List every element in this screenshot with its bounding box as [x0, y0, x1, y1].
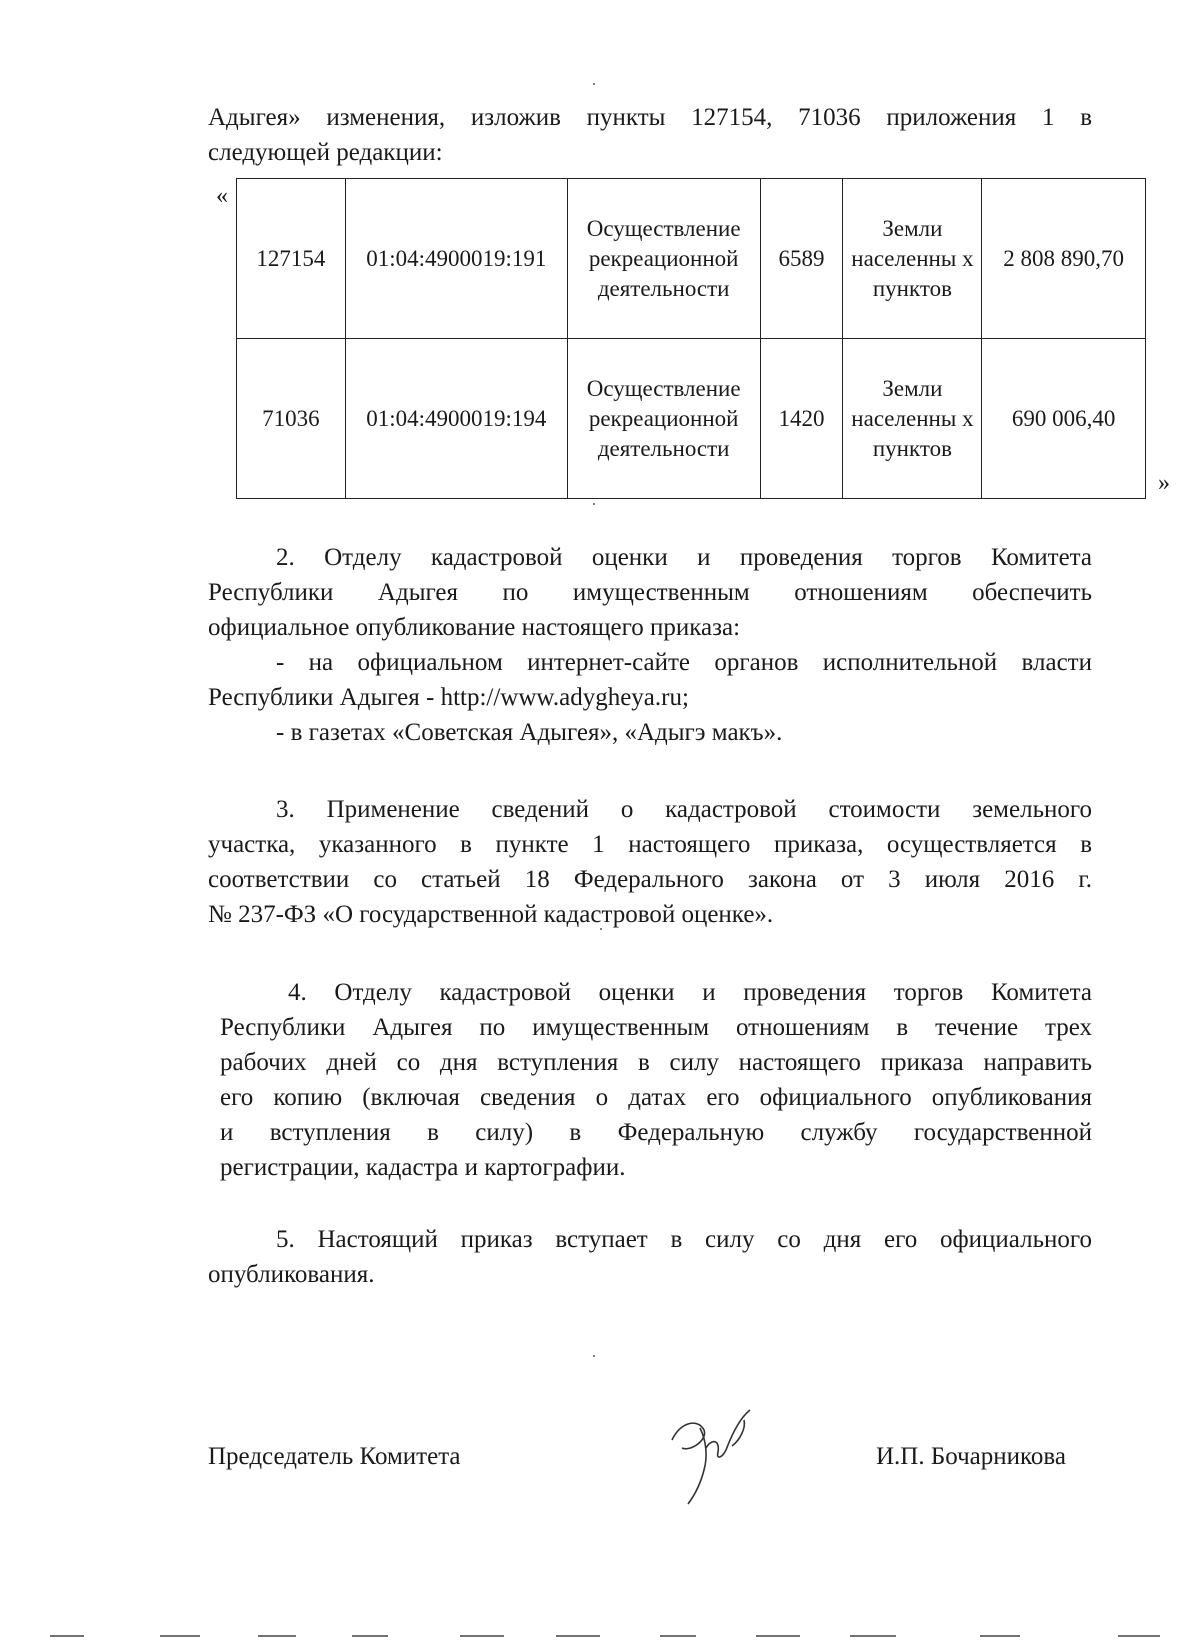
- intro-paragraph: [208, 100, 1092, 170]
- paragraph-line: регистрации, кадастра и картографии.: [220, 1154, 626, 1181]
- paragraph-line: рабочих дней со дня вступления в силу настоящего приказа направить: [220, 1049, 1092, 1076]
- scan-speck: [593, 503, 595, 505]
- table-cell-area: 6589: [760, 179, 843, 339]
- paragraph-line: 4. Отделу кадастровой оценки и проведения торгов Комитета: [288, 979, 1092, 1006]
- amendment-table: [236, 178, 1146, 499]
- signatory-role: Председатель Комитета: [208, 1443, 461, 1470]
- paragraph-2: [208, 540, 1092, 750]
- paragraph-line: Республики Адыгея по имущественным отношениям обеспечить: [208, 579, 1092, 606]
- closing-quote: »: [1158, 470, 1170, 496]
- paragraph-line: 3. Применение сведений о кадастровой стоимости земельного: [276, 796, 1092, 823]
- paragraph-line: соответствии со статьей 18 Федерального закона от 3 июля 2016 г.: [208, 866, 1092, 893]
- paragraph-line: - в газетах «Советская Адыгея», «Адыгэ макъ».: [276, 719, 783, 746]
- paragraph-line: 2. Отделу кадастровой оценки и проведения торгов Комитета: [276, 544, 1092, 571]
- table-cell-land-category: Земли населенны х пунктов: [843, 179, 982, 339]
- paragraph-line: № 237-ФЗ «О государственной кадастровой оценке».: [208, 901, 774, 928]
- paragraph-line: официальное опубликование настоящего приказа:: [208, 614, 741, 641]
- table-cell-cadastral-value: 690 006,40: [982, 339, 1146, 499]
- table-cell-number: 71036: [237, 339, 346, 499]
- table-cell-area: 1420: [760, 339, 843, 499]
- table-cell-cadastral-value: 2 808 890,70: [982, 179, 1146, 339]
- paragraph-line: Республики Адыгея - http://www.adygheya.ru;: [208, 684, 689, 711]
- signatory-name: И.П. Бочарникова: [876, 1443, 1066, 1470]
- paragraph-line: опубликования.: [208, 1261, 375, 1288]
- handwritten-signature: [660, 1400, 770, 1510]
- paragraph-5: [208, 1222, 1092, 1292]
- paragraph-3: [208, 792, 1092, 932]
- paragraph-line: участка, указанного в пункте 1 настоящего приказа, осуществляется в: [208, 831, 1092, 858]
- table-row: [237, 179, 1146, 339]
- scan-speck: [593, 83, 595, 85]
- paragraph-line: и вступления в силу) в Федеральную службу государственной: [220, 1119, 1092, 1146]
- table-cell-land-category: Земли населенны х пунктов: [843, 339, 982, 499]
- scan-speck: [593, 1355, 595, 1357]
- scan-edge-marks: [0, 1630, 1200, 1646]
- table-cell-cadastral-number: 01:04:4900019:191: [345, 179, 567, 339]
- table-cell-number: 127154: [237, 179, 346, 339]
- table-cell-cadastral-number: 01:04:4900019:194: [345, 339, 567, 499]
- paragraph-line: его копию (включая сведения о датах его официального опубликования: [220, 1084, 1092, 1111]
- paragraph-line: Республики Адыгея по имущественным отношениям в течение трех: [220, 1014, 1092, 1041]
- intro-line-2: следующей редакции:: [208, 139, 443, 166]
- paragraph-line: 5. Настоящий приказ вступает в силу со дня его официального: [276, 1226, 1092, 1253]
- paragraph-4: [220, 975, 1092, 1185]
- intro-line-1: Адыгея» изменения, изложив пункты 127154, 71036 приложения 1 в: [208, 104, 1092, 131]
- opening-quote: «: [216, 183, 228, 209]
- table-cell-permitted-use: Осуществление рекреационной деятельности: [567, 179, 760, 339]
- table-row: [237, 339, 1146, 499]
- paragraph-line: - на официальном интернет-сайте органов исполнительной власти: [276, 649, 1092, 676]
- scan-speck: [600, 928, 602, 930]
- table-cell-permitted-use: Осуществление рекреационной деятельности: [567, 339, 760, 499]
